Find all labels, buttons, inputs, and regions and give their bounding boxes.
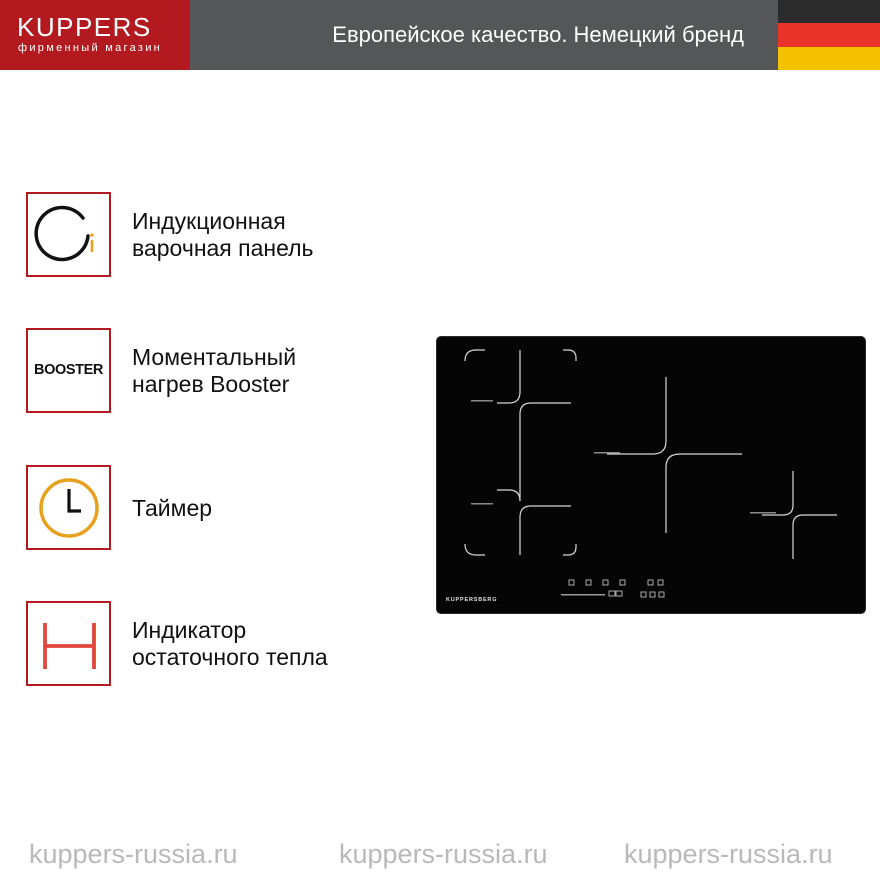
footer-watermark-1[interactable]: kuppers-russia.ru [29, 839, 238, 869]
brand-name: KUPPERS [17, 12, 152, 42]
feature-booster-label [132, 344, 296, 398]
residual-heat-icon [28, 603, 109, 684]
feature-booster-line1: Моментальный [132, 344, 297, 370]
booster-icon-text: BOOSTER [34, 362, 103, 378]
header [0, 0, 880, 70]
feature-timer-label [132, 495, 212, 522]
induction-hob-image [436, 336, 866, 614]
german-flag-icon [778, 0, 880, 70]
brand-logo[interactable] [0, 0, 190, 70]
brand-subtitle: фирменный магазин [18, 42, 163, 54]
induction-icon-box [26, 192, 111, 277]
hob-brand-mark: KUPPERSBERG [446, 597, 498, 603]
timer-icon-box [26, 465, 111, 550]
feature-residual-heat-line1: Индикатор [132, 617, 247, 643]
feature-induction-line2: варочная панель [132, 235, 314, 261]
footer-watermark-2[interactable]: kuppers-russia.ru [339, 839, 548, 869]
hob-surface-markings [437, 337, 865, 613]
footer-watermarks [0, 838, 880, 870]
feature-induction-label [132, 208, 314, 262]
residual-heat-icon-box [26, 601, 111, 686]
timer-icon [28, 467, 109, 548]
feature-residual-heat-line2: остаточного тепла [132, 644, 328, 670]
feature-booster-line2: нагрев Booster [132, 371, 290, 397]
tagline-bar [190, 0, 778, 70]
feature-induction-line1: Индукционная [132, 208, 286, 234]
feature-residual-heat-label [132, 617, 328, 671]
tagline-text: Европейское качество. Немецкий бренд [332, 22, 744, 47]
feature-timer-line1: Таймер [132, 495, 213, 521]
footer-watermark-3[interactable]: kuppers-russia.ru [624, 839, 833, 869]
induction-icon [28, 194, 109, 275]
booster-icon [26, 328, 111, 413]
